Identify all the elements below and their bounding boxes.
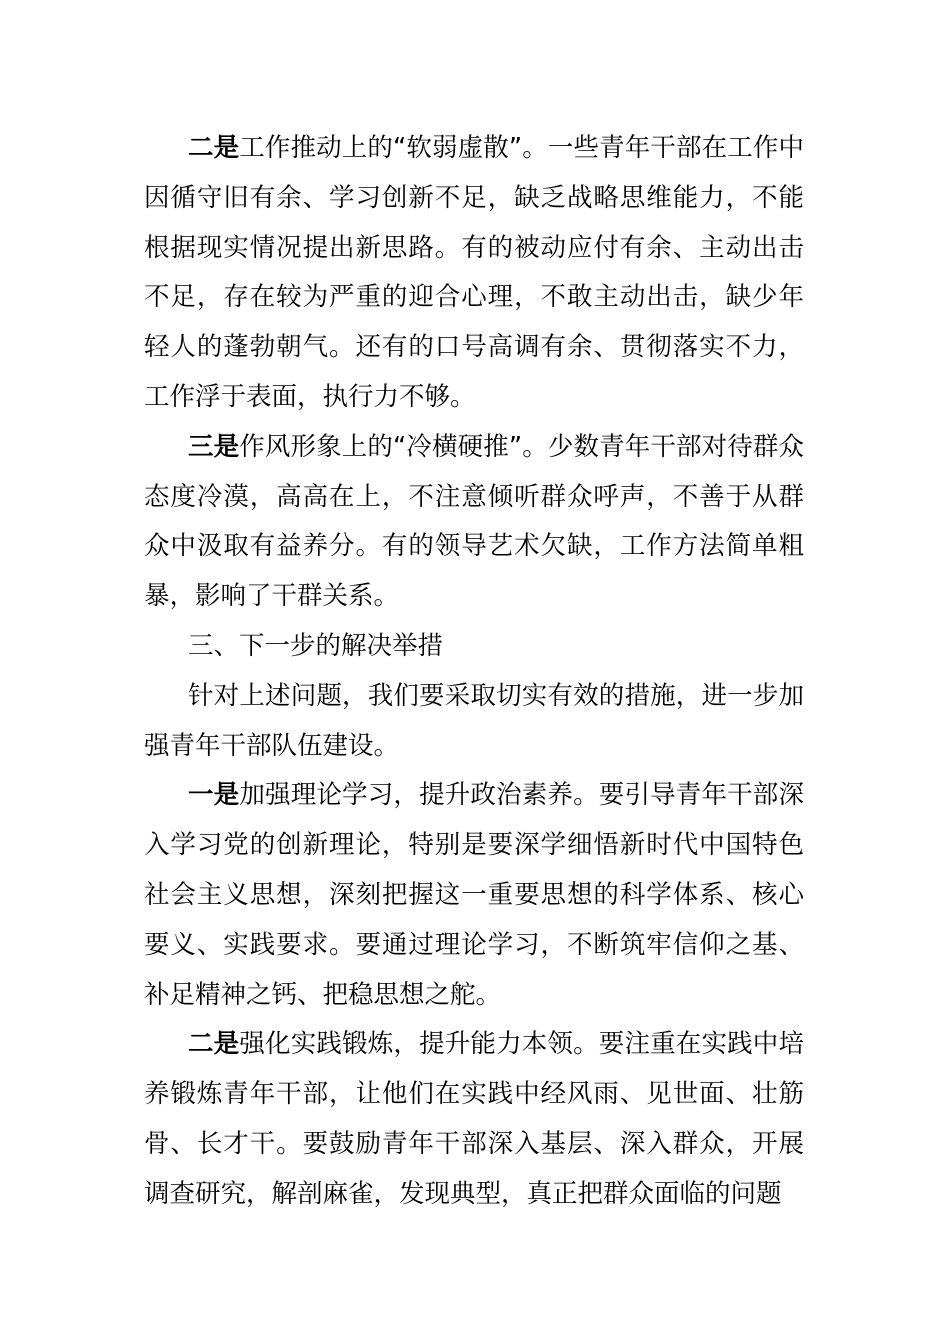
section-heading	[144, 622, 804, 672]
paragraph-lead: 二是	[188, 133, 240, 163]
paragraph-lead: 三是	[188, 431, 240, 462]
paragraph-intro	[144, 672, 804, 772]
paragraph-second-point	[144, 124, 804, 423]
section-heading-text: 三、下一步的解决举措	[188, 630, 444, 661]
paragraph-lead: 一是	[188, 780, 240, 811]
paragraph-lead: 二是	[188, 1029, 240, 1060]
paragraph-text: 针对上述问题，我们要采取切实有效的措施，进一步加强青年干部队伍建设。	[144, 680, 804, 761]
paragraph-measure-one	[144, 771, 804, 1020]
document-body	[144, 124, 804, 1220]
paragraph-text: 强化实践锻炼，提升能力本领。要注重在实践中培养锻炼青年干部，让他们在实践中经风雨、见世面、壮筋骨、长才干。要鼓励青年干部深入基层、深入群众，开展调查研究，解剖麻雀，发现典型，真正把群众面临的问题	[144, 1029, 804, 1209]
paragraph-third-point	[144, 423, 804, 622]
paragraph-text: 工作推动上的“软弱虚散”。一些青年干部在工作中因循守旧有余、学习创新不足，缺乏战略思维能力，不能根据现实情况提出新思路。有的被动应付有余、主动出击不足，存在较为严重的迎合心理，不敢主动出击，缺少年轻人的蓬勃朝气。还有的口号高调有余、贯彻落实不力，工作浮于表面，执行力不够。	[144, 133, 804, 412]
paragraph-text: 加强理论学习，提升政治素养。要引导青年干部深入学习党的创新理论，特别是要深学细悟新时代中国特色社会主义思想，深刻把握这一重要思想的科学体系、核心要义、实践要求。要通过理论学习，不断筑牢信仰之基、补足精神之钙、把稳思想之舵。	[144, 780, 804, 1010]
paragraph-text: 作风形象上的“冷横硬推”。少数青年干部对待群众态度冷漠，高高在上，不注意倾听群众呼声，不善于从群众中汲取有益养分。有的领导艺术欠缺，工作方法简单粗暴，影响了干群关系。	[144, 431, 804, 612]
paragraph-measure-two	[144, 1020, 804, 1219]
